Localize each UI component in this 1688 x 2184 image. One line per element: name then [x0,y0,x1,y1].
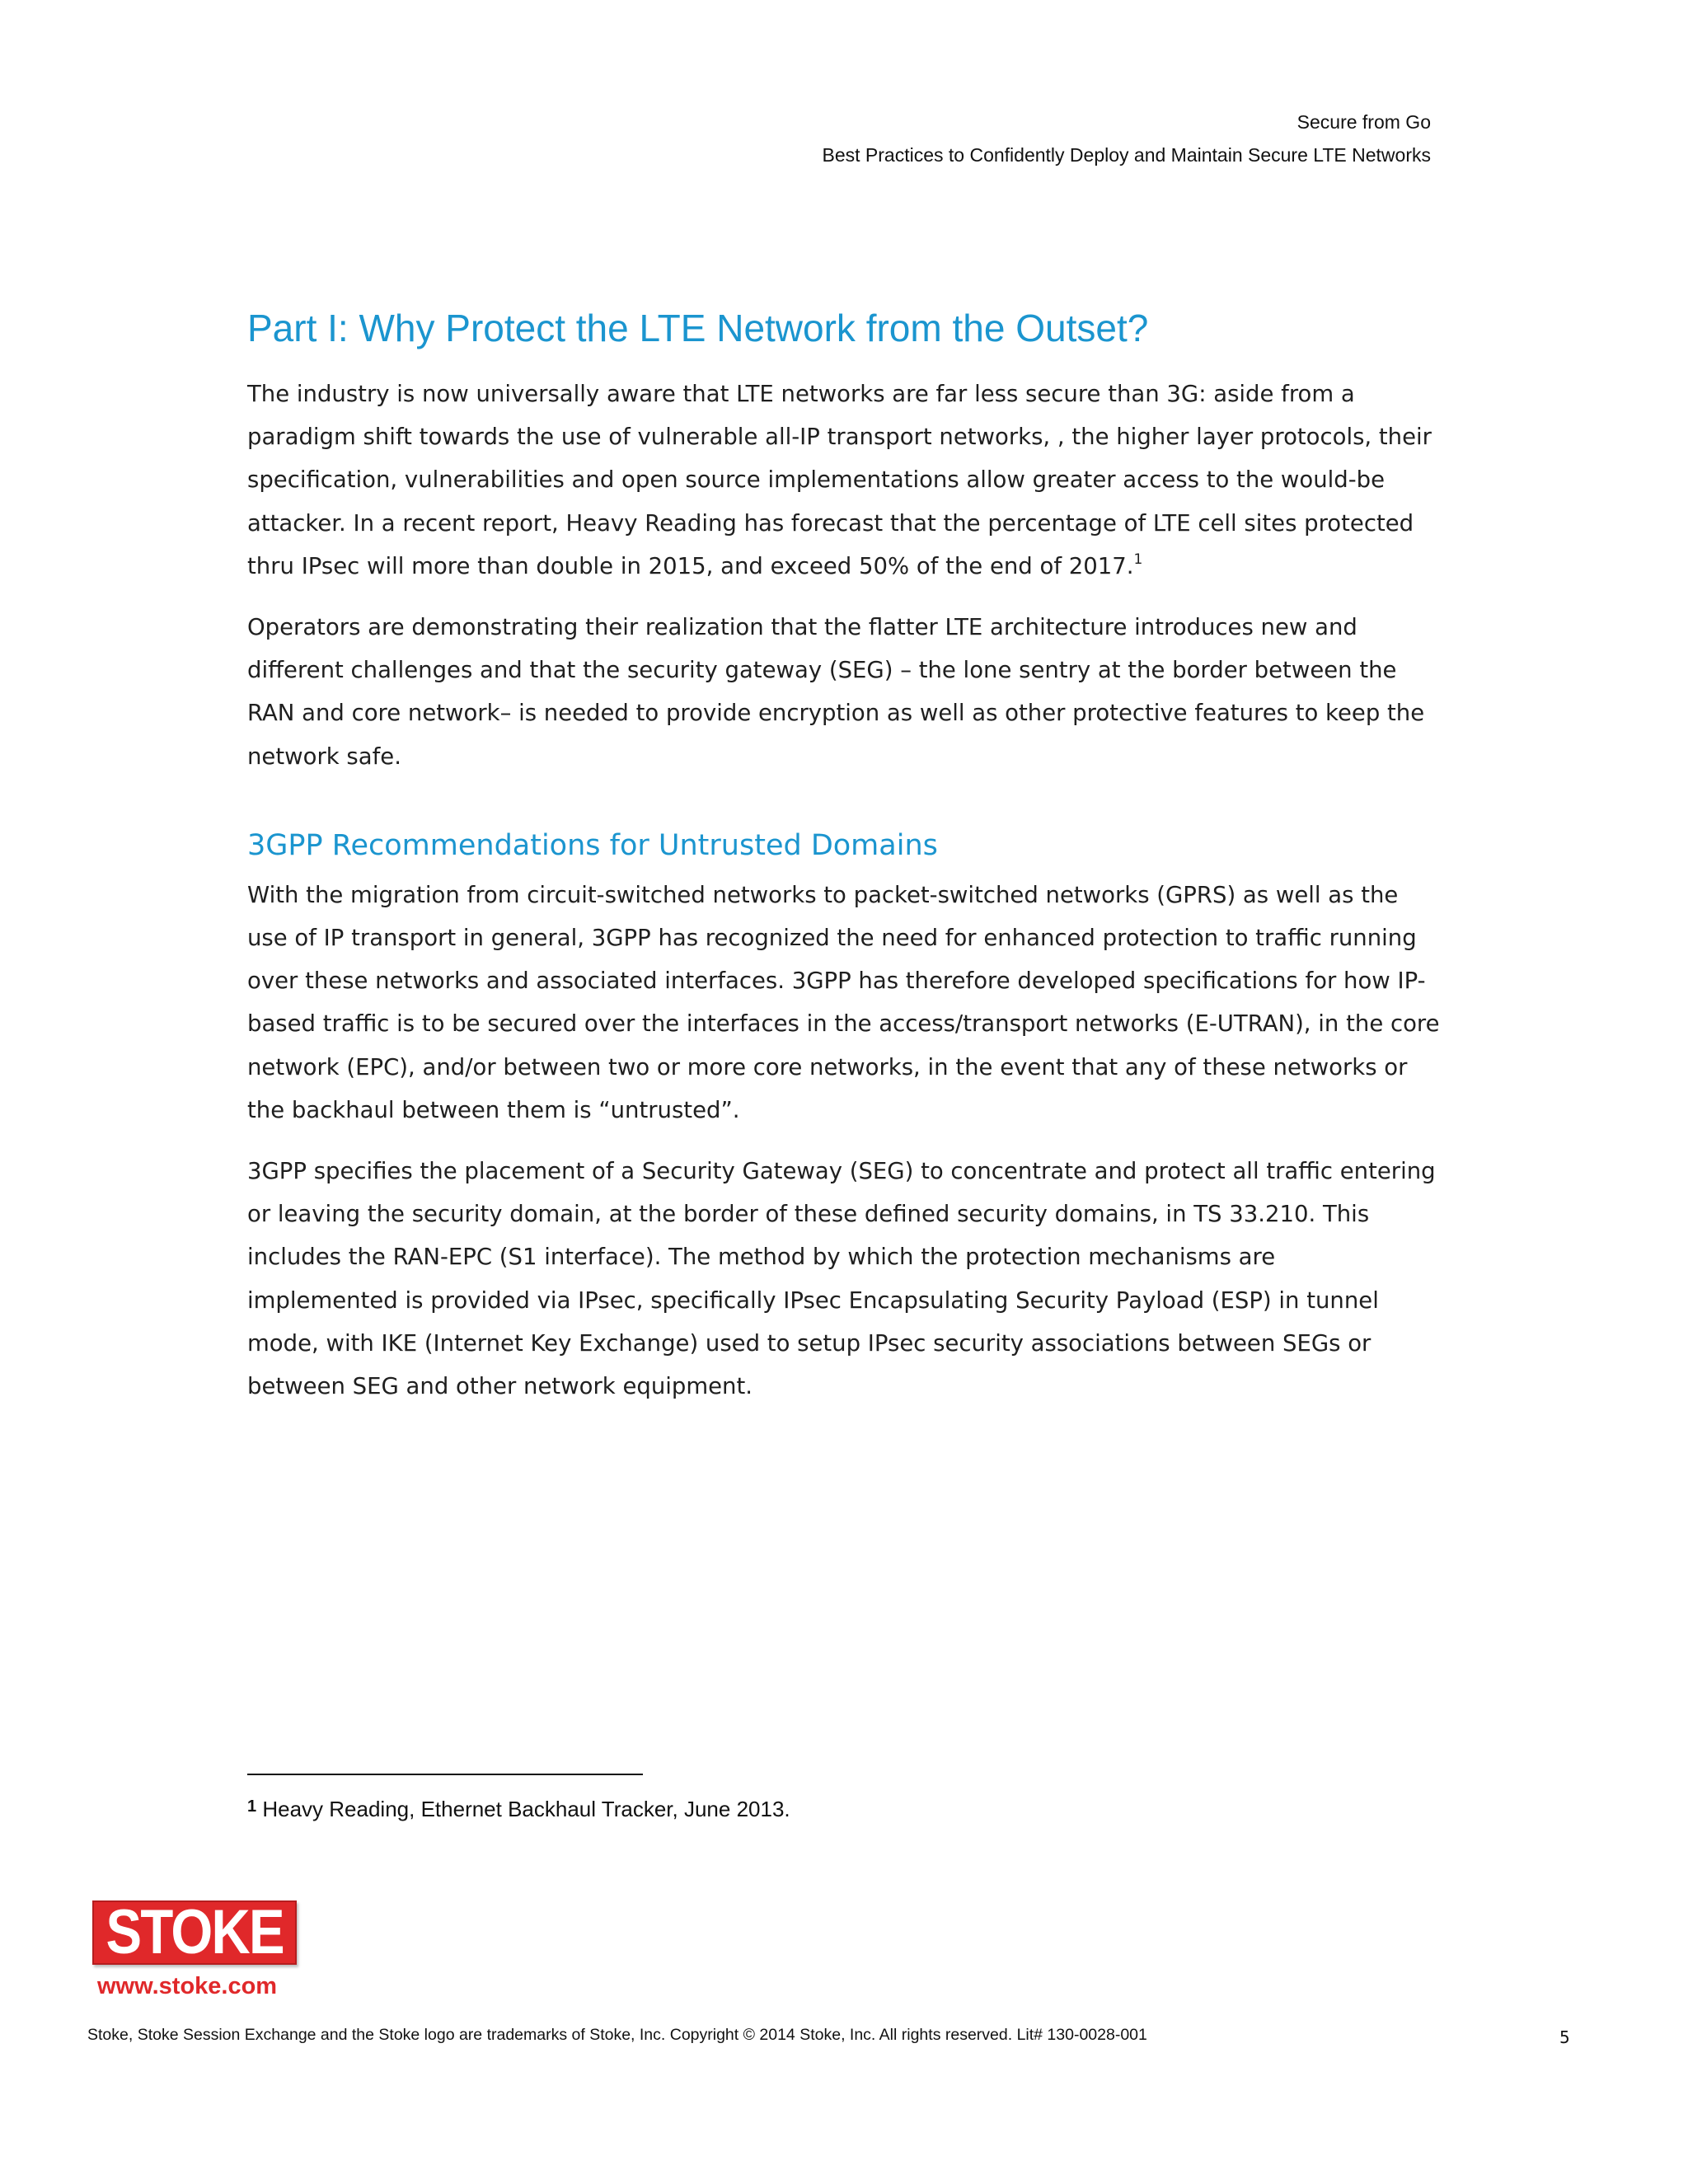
text-line: paradigm shift towards the use of vulnerable all-IP transport networks, , the higher layer protocols, their [247,424,1432,451]
paragraph-operators [247,606,1442,778]
paragraph-3gpp-seg [247,1150,1442,1408]
footnote-divider [247,1774,643,1775]
header-title: Secure from Go [1296,111,1431,133]
text-line: thru IPsec will more than double in 2015, and exceed 50% of the end of 2017. [247,552,1134,579]
footnote [247,1790,790,1825]
text-line: the backhaul between them is “untrusted”. [247,1096,740,1123]
stoke-logo [92,1897,297,1967]
text-line: over these networks and associated interfaces. 3GPP has therefore developed specifications for how IP- [247,968,1426,995]
main-content [247,297,1442,1426]
footnote-mark: 1 [247,1797,257,1816]
text-line: network safe. [247,743,401,770]
logo-wordmark: STOKE [106,1897,284,1967]
text-line: based traffic is to be secured over the interfaces in the access/transport networks (E-UTRAN), in the core [247,1010,1440,1038]
footnote-text: Heavy Reading, Ethernet Backhaul Tracker, June 2013. [262,1797,790,1821]
text-line: implemented is provided via IPsec, specifically IPsec Encapsulating Security Payload (ESP) in tunnel [247,1286,1379,1314]
header-subtitle: Best Practices to Confidently Deploy and Maintain Secure LTE Networks [822,144,1431,166]
section-heading-part-1: Part I: Why Protect the LTE Network from the Outset? [247,307,1149,349]
text-line: attacker. In a recent report, Heavy Reading has forecast that the percentage of LTE cell sites protected [247,509,1414,537]
text-line: 3GPP specifies the placement of a Security Gateway (SEG) to concentrate and protect all traffic entering [247,1158,1436,1185]
text-line: With the migration from circuit-switched networks to packet-switched networks (GPRS) as well as the [247,881,1399,908]
subsection-heading-3gpp: 3GPP Recommendations for Untrusted Domains [247,828,938,862]
text-line: or leaving the security domain, at the border of these defined security domains, in TS 33.210. This [247,1201,1370,1228]
text-line: specification, vulnerabilities and open source implementations allow greater access to the would-be [247,466,1386,494]
text-line: The industry is now universally aware that LTE networks are far less secure than 3G: aside from a [247,381,1355,407]
paragraph-3gpp-migration [247,874,1442,1132]
text-line: RAN and core network– is needed to provide encryption as well as other protective features to keep the [247,700,1425,727]
text-line: between SEG and other network equipment. [247,1373,753,1400]
paragraph-lte-security [247,373,1442,588]
text-line: network (EPC), and/or between two or more core networks, in the event that any of these networks or [247,1053,1408,1080]
page-number: 5 [1559,2027,1570,2047]
footnote-reference[interactable]: 1 [1133,551,1143,568]
website-link[interactable]: www.stoke.com [97,1973,278,1999]
text-line: Operators are demonstrating their realization that the flatter LTE architecture introduces new and [247,614,1357,641]
text-line-with-footnote [247,545,1442,588]
running-header [823,105,1431,171]
text-line: mode, with IKE (Internet Key Exchange) used to setup IPsec security associations between SEGs or [247,1329,1372,1357]
text-line: different challenges and that the security gateway (SEG) – the lone sentry at the border between the [247,657,1397,684]
text-line: includes the RAN-EPC (S1 interface). The method by which the protection mechanisms are [247,1244,1276,1271]
text-line: use of IP transport in general, 3GPP has recognized the need for enhanced protection to traffic running [247,925,1417,952]
legal-notice: Stoke, Stoke Session Exchange and the Stoke logo are trademarks of Stoke, Inc. Copyright © 2014 Stoke, Inc. All rights reserved. Lit# 130-0028-001 [87,2026,1147,2044]
